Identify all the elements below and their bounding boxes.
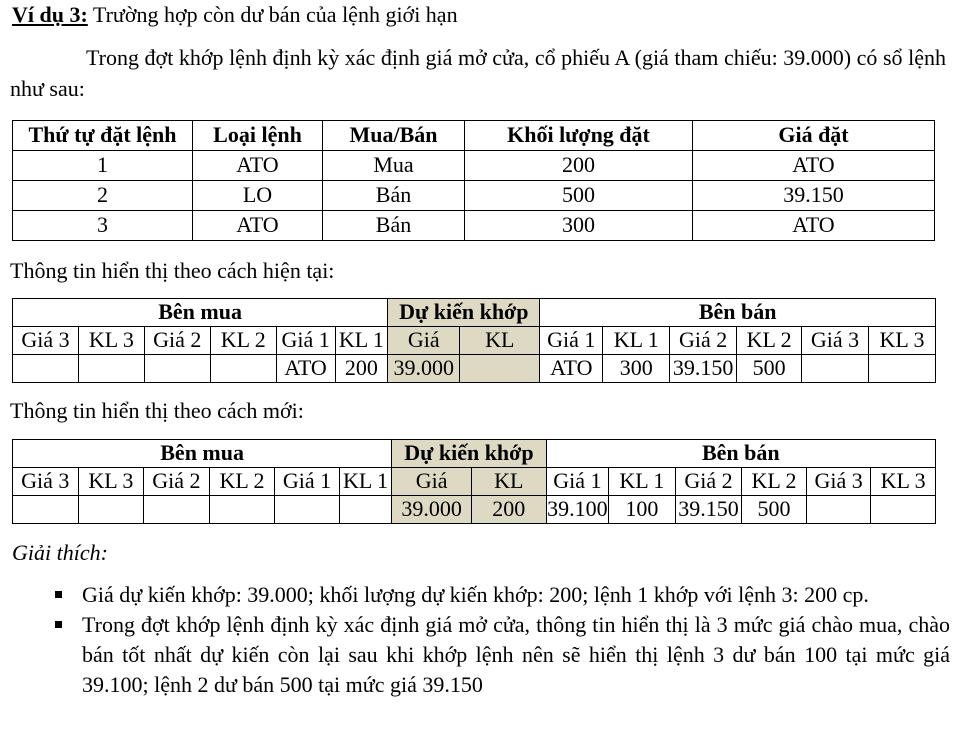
buy-side-header: Bên mua [13, 440, 392, 468]
column-header: KL 1 [339, 468, 391, 496]
example-title: Trường hợp còn dư bán của lệnh giới hạn [92, 2, 458, 27]
list-item-text: Giá dự kiến khớp: 39.000; khối lượng dự kiến khớp: 200; lệnh 1 khớp với lệnh 3: 200 cp. [82, 582, 869, 607]
value-cell [13, 355, 79, 383]
value-cell [802, 355, 869, 383]
value-cell: 39.150 [670, 355, 737, 383]
column-header: Giá 2 [670, 327, 737, 355]
column-header: KL 3 [78, 468, 144, 496]
bullet-icon [55, 591, 62, 598]
column-header: Giá 2 [675, 468, 742, 496]
order-cell: 39.150 [693, 181, 935, 211]
column-header: KL [460, 327, 540, 355]
explanation-title: Giải thích: [12, 540, 108, 565]
value-cell [806, 496, 871, 524]
explanation-list [10, 580, 950, 700]
value-cell: 39.150 [675, 496, 742, 524]
value-cell [210, 355, 276, 383]
new-display-caption: Thông tin hiển thị theo cách mới: [10, 398, 304, 423]
value-cell: ATO [540, 355, 603, 383]
example-heading [12, 2, 458, 28]
column-header: KL 3 [78, 327, 144, 355]
value-cell [78, 496, 144, 524]
order-cell: 1 [13, 151, 193, 181]
order-cell: 2 [13, 181, 193, 211]
column-header: Giá 1 [275, 468, 340, 496]
column-header: Giá 3 [806, 468, 871, 496]
table-row [13, 211, 935, 241]
value-cell [868, 355, 935, 383]
order-cell: Mua [323, 151, 465, 181]
bullet-icon [55, 621, 62, 628]
column-header: Giá 3 [13, 327, 79, 355]
value-cell [78, 355, 144, 383]
table-row [13, 151, 935, 181]
column-header: KL 1 [335, 327, 388, 355]
column-header: Giá 1 [276, 327, 335, 355]
column-header: KL 1 [609, 468, 676, 496]
value-cell: 39.100 [546, 496, 609, 524]
order-cell: ATO [693, 211, 935, 241]
table-row [13, 181, 935, 211]
value-cell: 200 [471, 496, 546, 524]
value-cell: 100 [609, 496, 676, 524]
order-cell: ATO [193, 151, 323, 181]
table-row [13, 355, 936, 383]
expected-match-header: Dự kiến khớp [388, 299, 540, 327]
current-display-table [12, 298, 936, 383]
column-header: KL 3 [871, 468, 936, 496]
column-header: Giá [388, 327, 460, 355]
current-display-caption: Thông tin hiển thị theo cách hiện tại: [10, 258, 335, 283]
order-cell: 500 [465, 181, 693, 211]
order-header: Mua/Bán [323, 121, 465, 151]
value-cell: ATO [276, 355, 335, 383]
value-cell [144, 496, 210, 524]
order-cell: LO [193, 181, 323, 211]
value-cell: 300 [603, 355, 670, 383]
value-cell: 500 [742, 496, 807, 524]
order-cell: 300 [465, 211, 693, 241]
order-header: Giá đặt [693, 121, 935, 151]
column-header: Giá 1 [540, 327, 603, 355]
expected-match-header: Dự kiến khớp [392, 440, 546, 468]
order-cell: ATO [693, 151, 935, 181]
example-label: Ví dụ 3: [12, 2, 88, 27]
value-cell [209, 496, 275, 524]
value-cell: 39.000 [388, 355, 460, 383]
order-book-table [12, 120, 935, 241]
order-cell: Bán [323, 181, 465, 211]
order-header: Loại lệnh [193, 121, 323, 151]
order-cell: ATO [193, 211, 323, 241]
value-cell [13, 496, 79, 524]
column-header: Giá 1 [546, 468, 609, 496]
column-header: Giá 2 [144, 327, 210, 355]
intro-paragraph: Trong đợt khớp lệnh định kỳ xác định giá mở cửa, cổ phiếu A (giá tham chiếu: 39.000) có sổ lệnh như sau: [10, 45, 946, 101]
column-header: Giá [392, 468, 472, 496]
column-header: KL 3 [868, 327, 935, 355]
column-header: Giá 3 [13, 468, 79, 496]
column-header: KL 2 [737, 327, 802, 355]
order-cell: Bán [323, 211, 465, 241]
list-item-text: Trong đợt khớp lệnh định kỳ xác định giá mở cửa, thông tin hiển thị là 3 mức giá chào mua, chào bán tốt nhất dự kiến còn lại sau khi khớp lệnh nên sẽ hiển thị lệnh 3 dư bán 100 tại mức giá 39.100; lệnh 2 dư bán 500 tại mức giá 39.150 [82, 612, 950, 697]
value-cell [144, 355, 210, 383]
column-header: KL 2 [742, 468, 807, 496]
value-cell [339, 496, 391, 524]
value-cell: 500 [737, 355, 802, 383]
value-cell: 39.000 [392, 496, 472, 524]
order-cell: 3 [13, 211, 193, 241]
column-header: Giá 2 [144, 468, 210, 496]
value-cell [275, 496, 340, 524]
new-display-table [12, 439, 936, 524]
order-header: Khối lượng đặt [465, 121, 693, 151]
column-header: KL [471, 468, 546, 496]
sell-side-header: Bên bán [546, 440, 935, 468]
column-header: KL 2 [210, 327, 276, 355]
list-item [10, 610, 950, 700]
column-header: Giá 3 [802, 327, 869, 355]
order-cell: 200 [465, 151, 693, 181]
sell-side-header: Bên bán [540, 299, 936, 327]
list-item [10, 580, 950, 610]
column-header: KL 2 [209, 468, 275, 496]
value-cell [460, 355, 540, 383]
order-header: Thứ tự đặt lệnh [13, 121, 193, 151]
value-cell: 200 [335, 355, 388, 383]
buy-side-header: Bên mua [13, 299, 388, 327]
column-header: KL 1 [603, 327, 670, 355]
table-row [13, 496, 936, 524]
value-cell [871, 496, 936, 524]
